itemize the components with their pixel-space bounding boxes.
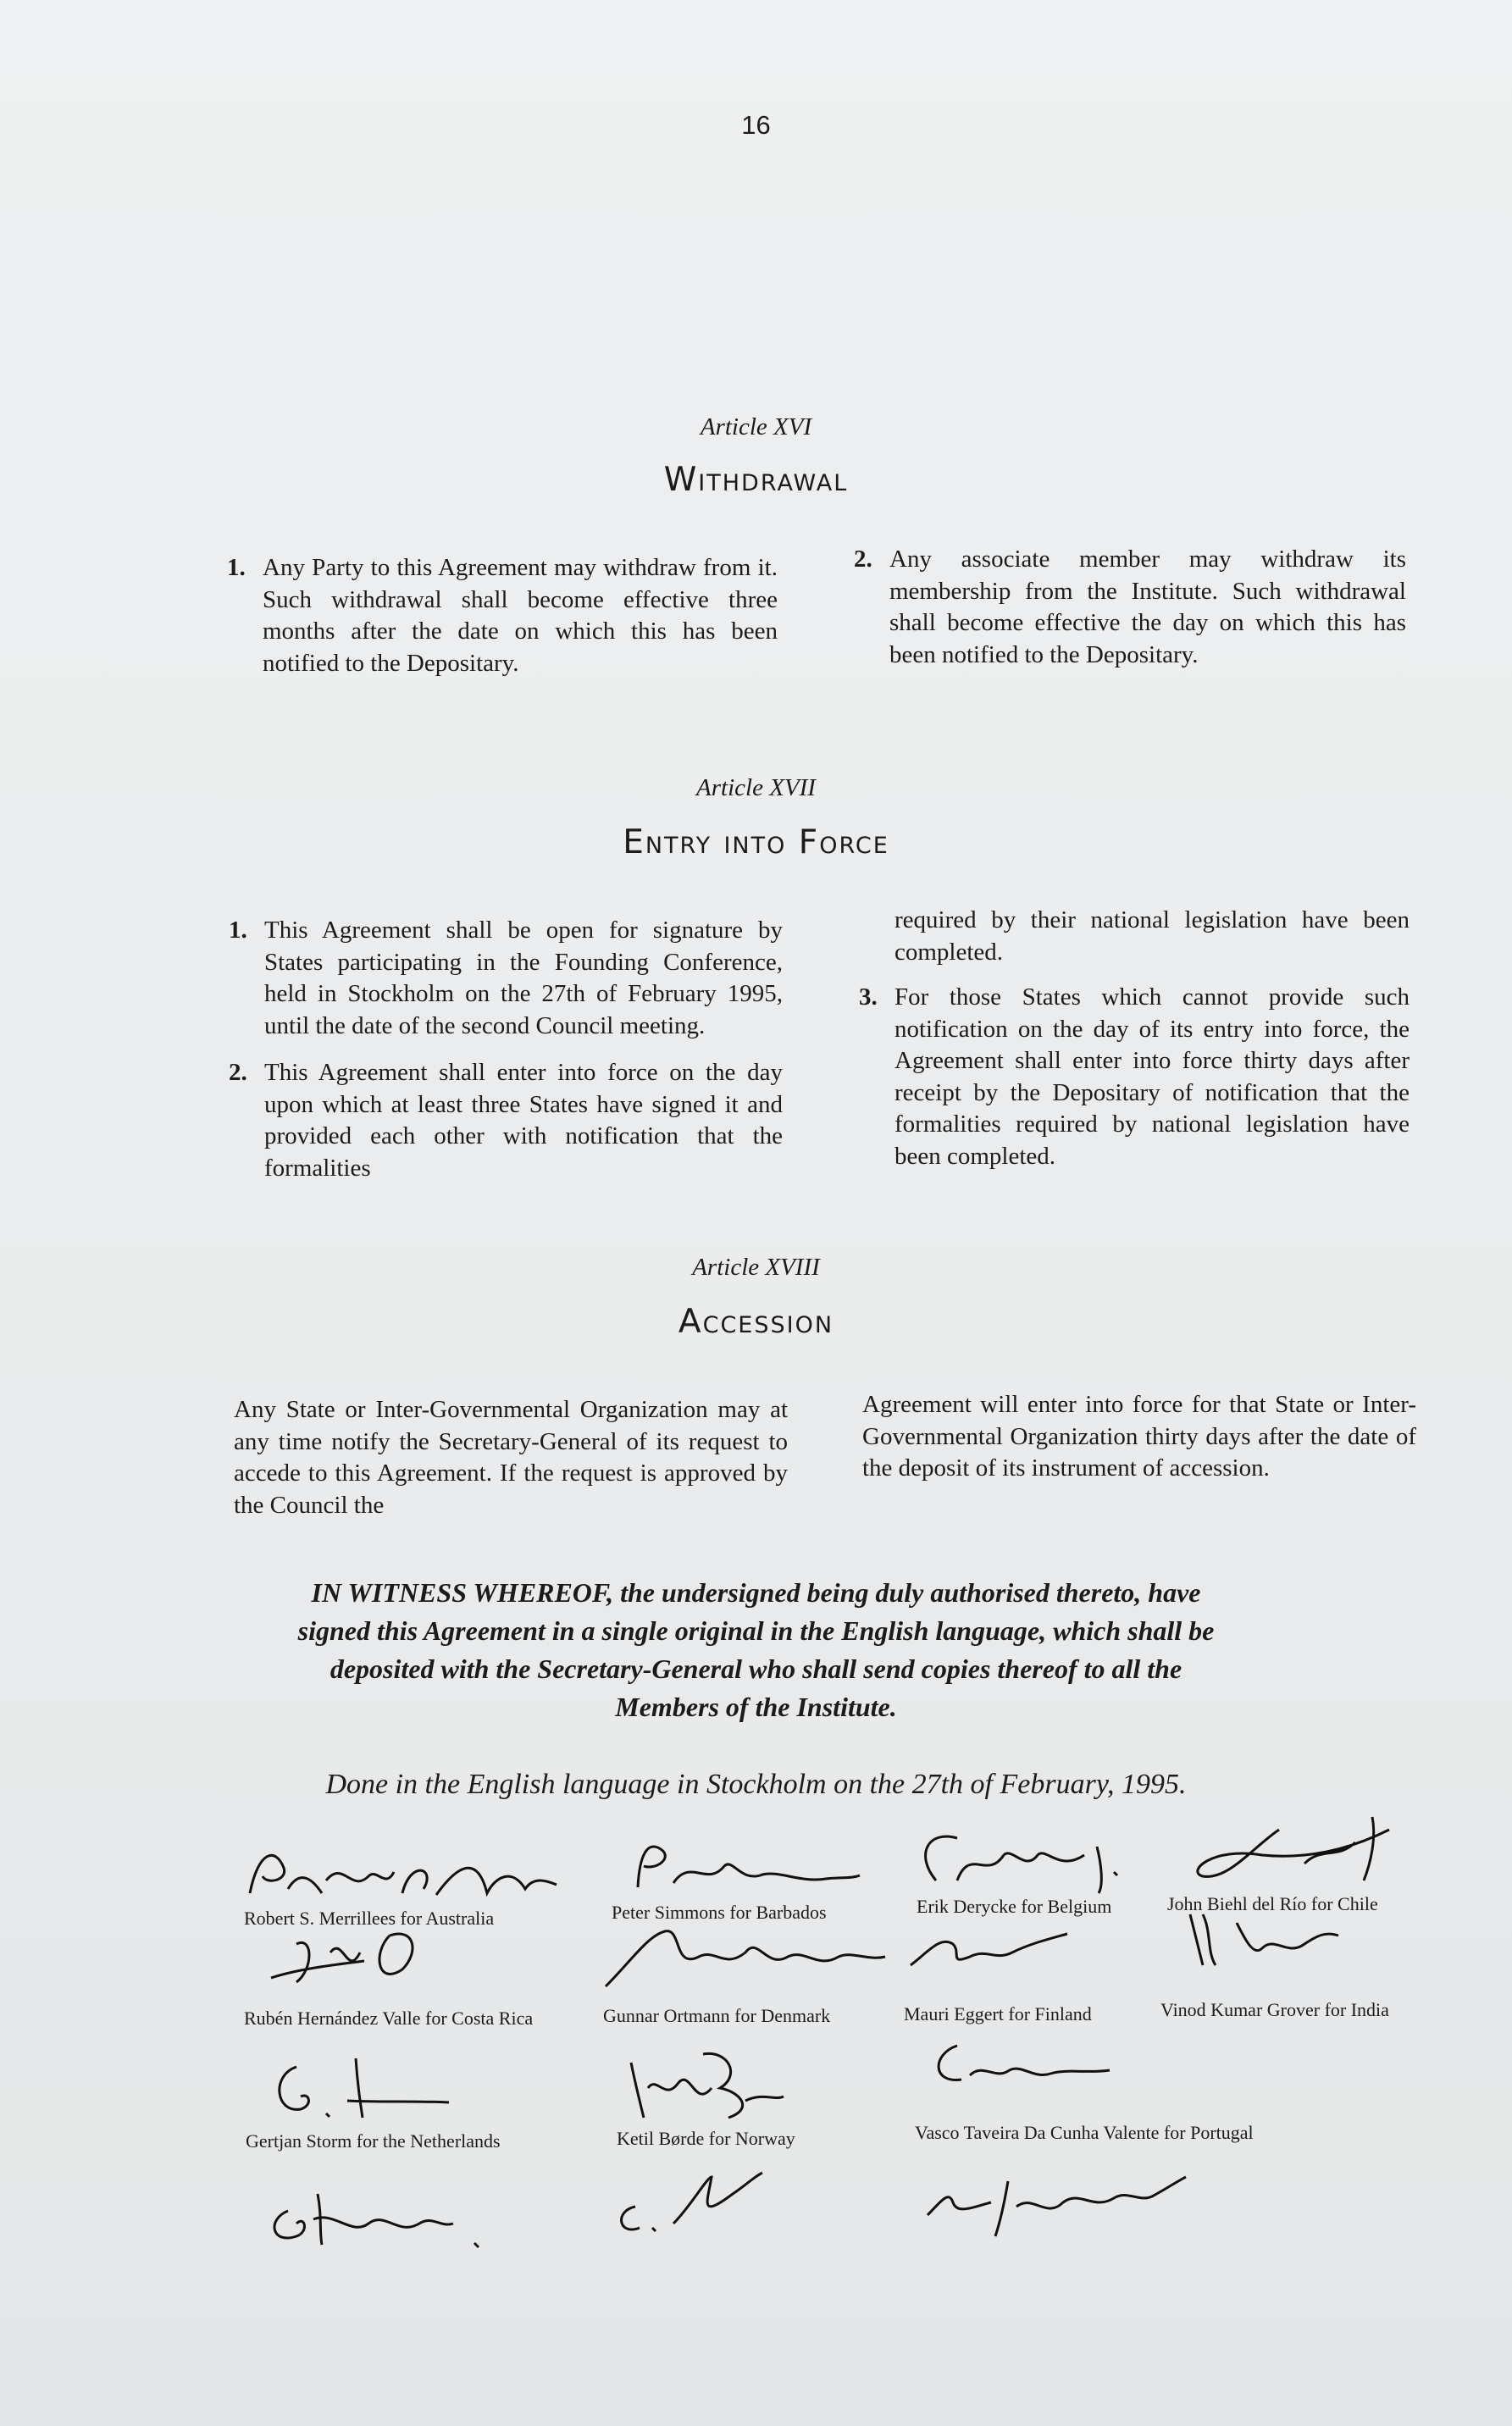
article-xvii-paragraph-2	[229, 1057, 783, 1184]
article-xviii-left-column	[234, 1394, 788, 1521]
article-xvii-paragraph-1	[229, 915, 783, 1042]
article-xviii-title: Accession	[678, 1303, 834, 1341]
article-xvii-title: Entry into Force	[623, 823, 889, 861]
article-xvii-right-column	[859, 905, 1410, 1188]
signatory-caption: Gunnar Ortmann for Denmark	[603, 2005, 831, 2026]
paragraph-number: 1.	[229, 917, 247, 944]
signatory-caption: Erik Derycke for Belgium	[917, 1896, 1112, 1917]
signature-costa-rica	[263, 1919, 432, 1995]
article-xvii-paragraph-2-continued	[859, 905, 1410, 968]
article-xviii-label: Article XVIII	[692, 1254, 820, 1281]
page-number: 16	[741, 110, 771, 140]
article-xvi-label: Article XVI	[700, 413, 812, 440]
paragraph-number: 3.	[859, 983, 878, 1011]
signature-chile	[1177, 1813, 1406, 1889]
article-xvii-paragraph-3	[859, 982, 1410, 1172]
paragraph-text: Agreement will enter into force for that State or Inter-Governmental Organization thirty days after the date of the deposit of its instrument of accession.	[862, 1391, 1416, 1482]
paragraph-text: Any State or Inter-Governmental Organization may at any time notify the Secretary-General of its request to accede to this Agreement. If the request is approved by the Council the	[234, 1396, 788, 1519]
signatory-caption: Mauri Eggert for Finland	[904, 2003, 1092, 2024]
article-xvi-paragraph-2	[854, 544, 1406, 671]
signature-netherlands	[263, 2050, 457, 2126]
paragraph-text: Any associate member may withdraw its membership from the Institute. Such withdrawal shall become effective the day on which this has been notified to the Depositary.	[889, 546, 1406, 668]
article-xviii-right-column	[862, 1389, 1416, 1485]
extra-signature-3	[915, 2156, 1194, 2240]
signatory-caption: Peter Simmons for Barbados	[612, 1902, 827, 1923]
signatory-caption: Ketil Børde for Norway	[617, 2128, 795, 2149]
signature-norway	[618, 2041, 788, 2122]
signatory-caption: Vinod Kumar Grover for India	[1160, 1999, 1389, 2020]
article-xvi-title: Withdrawal	[663, 461, 849, 499]
article-xvi-left-column	[227, 552, 778, 695]
done-statement: Done in the English language in Stockholm on the 27th of February, 1995.	[325, 1769, 1187, 1800]
signature-portugal	[923, 2033, 1118, 2101]
article-xvi-paragraph-1	[227, 552, 778, 679]
article-xvii-label: Article XVII	[696, 774, 816, 801]
article-xvii-left-column	[229, 915, 783, 1199]
paragraph-number: 1.	[227, 554, 246, 581]
signature-denmark	[597, 1919, 902, 1995]
paragraph-number: 2.	[854, 546, 872, 573]
signature-australia	[241, 1842, 563, 1910]
extra-signature-2	[606, 2160, 775, 2245]
signatory-caption: Robert S. Merrillees for Australia	[244, 1908, 495, 1929]
signature-barbados	[623, 1836, 868, 1896]
signature-belgium	[911, 1821, 1148, 1897]
signature-finland	[902, 1919, 1072, 1978]
signatory-caption: Gertjan Storm for the Netherlands	[246, 2130, 501, 2152]
signatory-caption: Rubén Hernández Valle for Costa Rica	[244, 2008, 534, 2029]
extra-signature-1	[258, 2177, 487, 2253]
paragraph-number: 2.	[229, 1059, 247, 1086]
paragraph-text: This Agreement shall enter into force on the day upon which at least three States have signed it and provided each other with notification that the formalities	[264, 1059, 783, 1182]
paragraph-text: This Agreement shall be open for signature by States participating in the Founding Conference, held in Stockholm on the 27th of February 1995, until the date of the second Council meeting.	[264, 917, 783, 1039]
signatory-caption: Vasco Taveira Da Cunha Valente for Portugal	[915, 2122, 1254, 2143]
article-xvi-right-column	[854, 544, 1406, 686]
paragraph-text: Any Party to this Agreement may withdraw from it. Such withdrawal shall become effective three months after the date on which this has been notified to the Depositary.	[263, 554, 778, 677]
witness-clause: IN WITNESS WHEREOF, the undersigned being duly authorised thereto, have signed this Agreement in a single original in the English language, which shall be deposited with the Secretary-General who shall send copies thereof to all the Members of the Institute.	[297, 1577, 1215, 1722]
paragraph-text: required by their national legislation have been completed.	[894, 906, 1410, 966]
paragraph-text: For those States which cannot provide such notification on the day of its entry into force, the Agreement shall enter into force thirty days after receipt by the Depositary of notification that the formalities required by national legislation have been completed.	[894, 983, 1410, 1170]
signatory-caption: John Biehl del Río for Chile	[1167, 1893, 1378, 1914]
